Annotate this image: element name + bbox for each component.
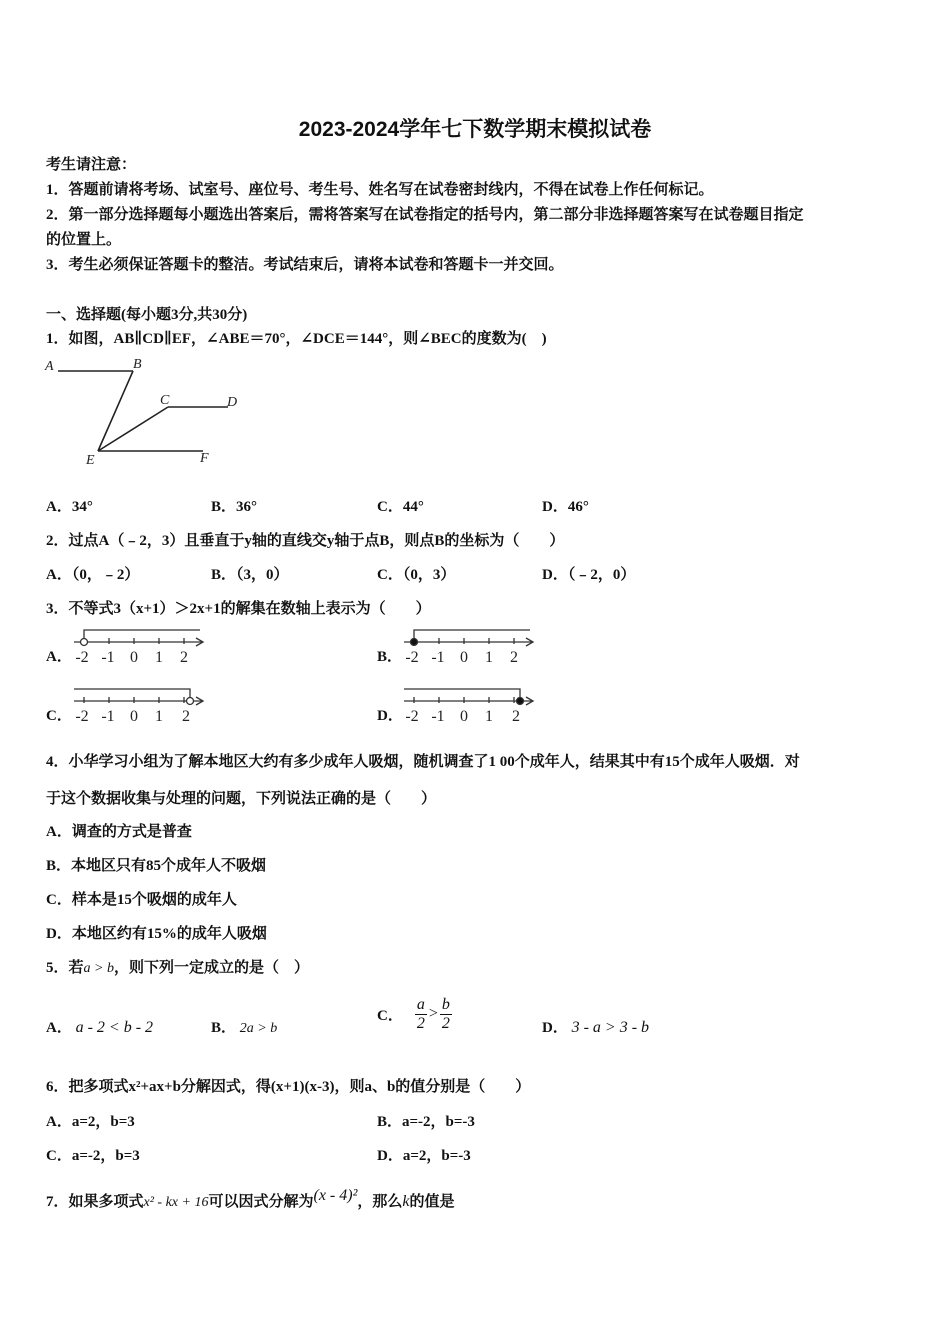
tick-label: 2 — [512, 708, 520, 725]
q2-stem: 2．过点A（﹣2，3）且垂直于y轴的直线交y轴于点B，则点B的坐标为（ ） — [46, 533, 565, 549]
q7-stem-prefix: 7．如果多项式 — [46, 1194, 144, 1210]
tick-label: 2 — [510, 649, 518, 666]
q2-option-c[interactable]: C．（0，3） — [377, 567, 456, 583]
q5-option-c-relation: > — [428, 1005, 438, 1022]
q6-option-b[interactable]: B．a=-2，b=-3 — [377, 1114, 475, 1130]
tick-label: 0 — [130, 649, 138, 666]
label-a: A — [45, 359, 54, 374]
q4-stem-line2: 于这个数据收集与处理的问题，下列说法正确的是（ ） — [46, 791, 437, 807]
notice-item-2: 2．第一部分选择题每小题选出答案后，需将答案写在试卷指定的括号内，第二部分非选择题答案写在试卷题目指定 — [46, 207, 804, 223]
q7-factored-math: (x - 4)² — [313, 1187, 358, 1204]
q5-option-b-letter: B． — [211, 1020, 237, 1036]
q4-stem-line1: 4．小华学习小组为了解本地区大约有多少成年人吸烟，随机调查了1 00个成年人，结果其中有15个成年人吸烟．对 — [46, 754, 800, 770]
tick-label: -1 — [101, 649, 115, 666]
label-f: F — [200, 451, 209, 466]
q6-stem: 6．把多项式x²+ax+b分解因式，得(x+1)(x-3)，则a、b的值分别是（ ） — [46, 1079, 531, 1095]
tick-label: -1 — [101, 708, 115, 725]
label-d: D — [227, 395, 238, 410]
q3-option-d-numberline[interactable] — [400, 685, 540, 727]
q2-option-b[interactable]: B．（3，0） — [211, 567, 289, 583]
q3-stem: 3．不等式3（x+1）＞2x+1的解集在数轴上表示为（ ） — [46, 601, 431, 617]
open-dot — [81, 639, 88, 646]
q5-option-b[interactable] — [211, 1016, 277, 1037]
q4-option-c[interactable]: C．样本是15个吸烟的成年人 — [46, 892, 237, 908]
q5-option-c-letter: C． — [377, 1007, 403, 1024]
q3-option-b-letter[interactable]: B． — [377, 649, 403, 665]
tick-label: 0 — [460, 649, 468, 666]
label-e: E — [86, 453, 95, 468]
label-c: C — [160, 393, 170, 408]
q5-condition-math: a > b — [83, 961, 114, 976]
q1-option-b[interactable]: B．36° — [211, 499, 258, 515]
q3-option-d-letter[interactable]: D． — [377, 708, 403, 724]
q5-option-d[interactable] — [542, 1016, 649, 1037]
tick-label: 2 — [180, 649, 188, 666]
tick-label: -1 — [431, 649, 445, 666]
tick-label: 1 — [485, 708, 493, 725]
closed-dot — [411, 639, 418, 646]
q1-option-a[interactable]: A．34° — [46, 499, 93, 515]
q7-stem — [46, 1187, 455, 1211]
q4-option-b[interactable]: B．本地区只有85个成年人不吸烟 — [46, 858, 267, 874]
label-b: B — [133, 357, 142, 372]
q2-option-a[interactable]: A．（0，﹣2） — [46, 567, 140, 583]
q2-option-d[interactable]: D．（﹣2，0） — [542, 567, 636, 583]
q7-variable-k: k — [402, 1193, 410, 1210]
q7-polynomial-math: x² - kx + 16 — [143, 1195, 209, 1210]
q5-option-a-letter: A． — [46, 1020, 72, 1036]
notice-item-1: 1．答题前请将考场、试室号、座位号、考生号、姓名写在试卷密封线内，不得在试卷上作任何标记。 — [46, 182, 714, 198]
q4-option-a[interactable]: A．调查的方式是普查 — [46, 824, 192, 840]
q5-stem — [46, 956, 309, 977]
notice-item-2-cont: 的位置上。 — [46, 232, 122, 248]
tick-label: -2 — [75, 708, 89, 725]
tick-label: -1 — [431, 708, 445, 725]
q6-option-c[interactable]: C．a=-2，b=3 — [46, 1148, 140, 1164]
q1-option-d[interactable]: D．46° — [542, 499, 589, 515]
q5-option-d-letter: D． — [542, 1020, 568, 1036]
tick-label: 1 — [155, 708, 163, 725]
q5-option-d-math: 3 - a > 3 - b — [571, 1019, 650, 1036]
q5-option-c[interactable] — [377, 990, 452, 1038]
q1-stem: 1．如图，AB∥CD∥EF，∠ABE＝70°，∠DCE＝144°，则∠BEC的度数为( ) — [46, 331, 547, 347]
tick-label: 1 — [485, 649, 493, 666]
fraction-numerator: a — [416, 995, 425, 1013]
page-title: 2023-2024学年七下数学期末模拟试卷 — [298, 118, 652, 141]
q3-option-b-numberline[interactable] — [400, 626, 540, 668]
section-heading: 一、选择题(每小题3分,共30分) — [46, 307, 248, 323]
q5-option-c-fraction-1 — [415, 996, 427, 1033]
tick-label: 2 — [182, 708, 190, 725]
q1-option-c[interactable]: C．44° — [377, 499, 424, 515]
tick-label: -2 — [405, 649, 419, 666]
fraction-denominator: 2 — [416, 1014, 425, 1032]
q3-option-a-numberline[interactable] — [70, 626, 210, 668]
q7-stem-then: ，那么 — [357, 1194, 403, 1210]
q5-option-a-math: a - 2 < b - 2 — [75, 1019, 154, 1036]
q5-stem-prefix: 5．若 — [46, 960, 84, 976]
tick-label: 1 — [155, 649, 163, 666]
q6-option-a[interactable]: A．a=2，b=3 — [46, 1114, 135, 1130]
q5-option-c-fraction-2 — [440, 996, 452, 1033]
q7-stem-middle: 可以因式分解为 — [208, 1194, 314, 1210]
q3-option-c-numberline[interactable] — [70, 685, 210, 727]
line-be — [98, 371, 133, 451]
line-ec — [98, 407, 168, 451]
q3-option-c-letter[interactable]: C． — [46, 708, 72, 724]
notice-item-3: 3．考生必须保证答题卡的整洁。考试结束后，请将本试卷和答题卡一并交回。 — [46, 257, 564, 273]
closed-dot — [517, 698, 524, 705]
q3-option-a-letter[interactable]: A． — [46, 649, 72, 665]
notice-heading: 考生请注意： — [46, 157, 137, 173]
q5-stem-suffix: ，则下列一定成立的是（ ） — [113, 960, 309, 976]
open-dot — [187, 698, 194, 705]
fraction-numerator: b — [441, 995, 450, 1013]
q7-stem-end: 的值是 — [409, 1194, 455, 1210]
q4-option-d[interactable]: D．本地区约有15%的成年人吸烟 — [46, 926, 267, 942]
q5-option-a[interactable] — [46, 1016, 153, 1037]
tick-label: -2 — [405, 708, 419, 725]
q5-option-b-math: 2a > b — [239, 1021, 278, 1036]
tick-label: 0 — [460, 708, 468, 725]
tick-label: -2 — [75, 649, 89, 666]
q6-option-d[interactable]: D．a=2，b=-3 — [377, 1148, 471, 1164]
tick-label: 0 — [130, 708, 138, 725]
fraction-denominator: 2 — [441, 1014, 450, 1032]
q1-figure — [40, 350, 250, 470]
